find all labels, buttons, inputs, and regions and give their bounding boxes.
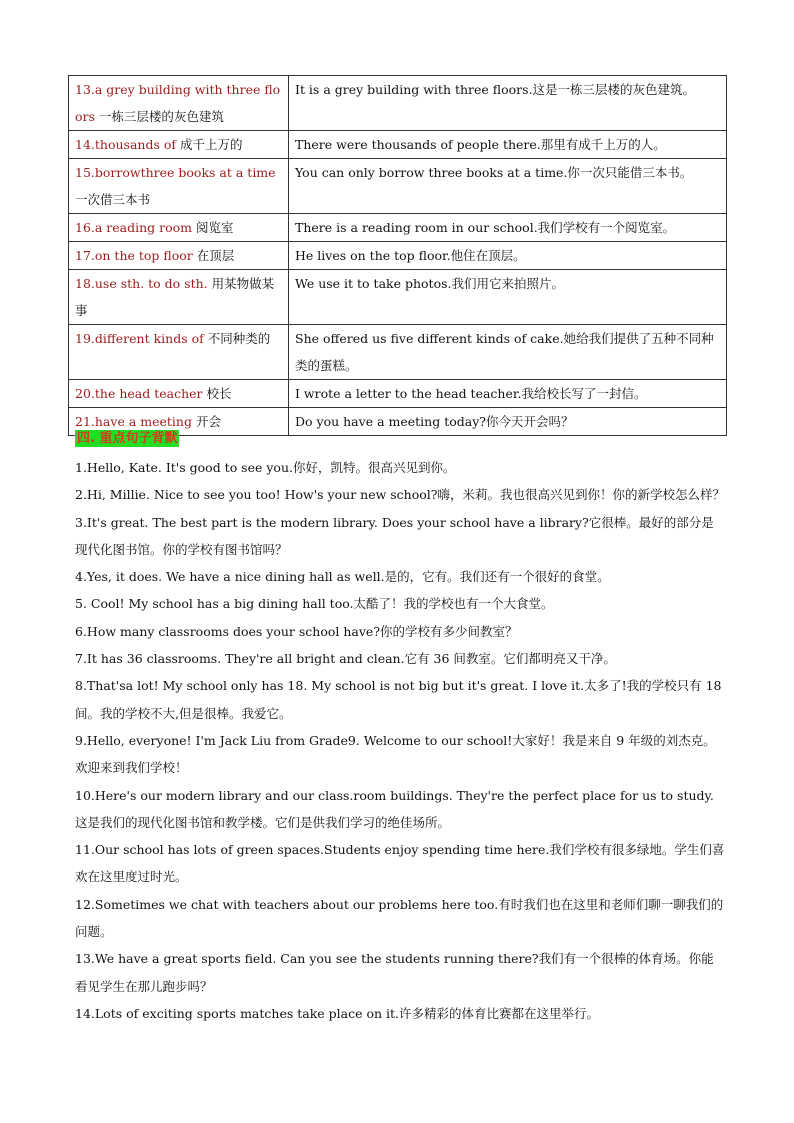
phrase-cell — [69, 159, 289, 214]
phrase-chinese: 一次借三本书 — [75, 192, 151, 207]
phrase-english: 17.on the top floor — [75, 248, 193, 263]
sentence-item: 7.It has 36 classrooms. They're all bright and clean.它有 36 间教室。它们都明亮又干净。 — [75, 651, 616, 667]
sentence-item: 3.It's great. The best part is the modern library. Does your school have a library?它很棒。最好的部分是现代化图书馆。你的学校有图书馆吗？ — [75, 514, 714, 557]
phrase-chinese: 阅览室 — [196, 220, 234, 235]
phrase-chinese: 成千上万的 — [179, 137, 243, 152]
sentence-item: 14.Lots of exciting sports matches take place on it.许多精彩的体育比赛都在这里举行。 — [75, 1005, 600, 1021]
phrase-cell — [69, 325, 289, 380]
example-sentence: There is a reading room in our school.我们学校有一个阅览室。 — [289, 214, 727, 242]
section-heading — [75, 430, 179, 448]
section-title: 四. 重点句子背默 — [77, 431, 178, 446]
sentence-item: 4.Yes, it does. We have a nice dining hall as well.是的，它有。我们还有一个很好的食堂。 — [75, 569, 610, 585]
vocab-row — [69, 325, 727, 380]
phrase-chinese: 不同种类的 — [207, 331, 271, 346]
example-sentence: I wrote a letter to the head teacher.我给校长写了一封信。 — [289, 380, 727, 408]
vocab-row — [69, 76, 727, 131]
phrase-english: 15.borrowthree books at a time — [75, 165, 276, 180]
example-sentence: There were thousands of people there.那里有成千上万的人。 — [289, 131, 727, 159]
phrase-cell — [69, 131, 289, 159]
example-sentence: She offered us five different kinds of cake.她给我们提供了五种不同种类的蛋糕。 — [289, 325, 727, 380]
example-sentence: Do you have a meeting today?你今天开会吗？ — [289, 408, 727, 436]
sentence-item: 9.Hello, everyone! I'm Jack Liu from Grade9. Welcome to our school!大家好！我是来自 9 年级的刘杰克。欢迎来到我们学校！ — [75, 732, 716, 776]
phrase-cell — [69, 76, 289, 131]
example-sentence: He lives on the top floor.他住在顶层。 — [289, 242, 727, 270]
vocab-row — [69, 131, 727, 159]
sentence-item: 13.We have a great sports field. Can you see the students running there?我们有一个很棒的体育场。你能看见学生在那儿跑步吗？ — [75, 951, 714, 994]
vocabulary-table — [68, 75, 727, 436]
phrase-chinese: 在顶层 — [196, 248, 235, 263]
example-sentence: We use it to take photos.我们用它来拍照片。 — [289, 270, 727, 325]
vocab-row — [69, 380, 727, 408]
vocab-row — [69, 242, 727, 270]
example-sentence: It is a grey building with three floors.这是一栋三层楼的灰色建筑。 — [289, 76, 727, 131]
phrase-chinese: 用某物做某事 — [75, 276, 275, 318]
phrase-english: 19.different kinds of — [75, 331, 204, 346]
sentence-item: 8.That'sa lot! My school only has 18. My school is not big but it's great. I love it.太多了!我的学校只有 18间。我的学校不大,但是很棒。我爱它。 — [75, 678, 722, 721]
phrase-cell — [69, 380, 289, 408]
sentence-item: 11.Our school has lots of green spaces.Students enjoy spending time here.我们学校有很多绿地。学生们喜欢在这里度过时光。 — [75, 842, 725, 885]
phrase-cell — [69, 242, 289, 270]
sentence-item: 1.Hello, Kate. It's good to see you.你好，凯特。很高兴见到你。 — [75, 460, 456, 475]
phrase-english: 14.thousands of — [75, 137, 176, 152]
sentence-item: 5. Cool! My school has a big dining hall too.太酷了！我的学校也有一个大食堂。 — [75, 596, 554, 612]
phrase-english: 13.a grey building with three floors — [75, 82, 281, 124]
vocab-row — [69, 214, 727, 242]
vocab-row — [69, 270, 727, 325]
vocab-row — [69, 159, 727, 214]
sentence-item: 6.How many classrooms does your school have?你的学校有多少间教室？ — [75, 623, 518, 639]
phrase-chinese: 一栋三层楼的灰色建筑 — [98, 109, 224, 124]
phrase-english: 21.have a meeting — [75, 414, 192, 429]
phrase-chinese: 校长 — [206, 386, 232, 401]
sentence-item: 10.Here's our modern library and our class.room buildings. They're the perfect place for us to study.这是我们的现代化图书馆和教学楼。它们是供我们学习的绝佳场所。 — [75, 787, 714, 830]
sentence-item: 2.Hi, Millie. Nice to see you too! How's your new school?嗨，米莉。我也很高兴见到你！你的新学校怎么样？ — [75, 487, 725, 503]
sentence-item: 12.Sometimes we chat with teachers about our problems here too.有时我们也在这里和老师们聊一聊我们的问题。 — [75, 896, 724, 940]
key-sentences-list — [75, 454, 725, 1027]
example-sentence: You can only borrow three books at a time.你一次只能借三本书。 — [289, 159, 727, 214]
phrase-cell — [69, 214, 289, 242]
phrase-english: 20.the head teacher — [75, 386, 203, 401]
phrase-chinese: 开会 — [195, 414, 221, 429]
phrase-english: 18.use sth. to do sth. — [75, 276, 208, 291]
phrase-english: 16.a reading room — [75, 220, 193, 235]
phrase-cell — [69, 270, 289, 325]
